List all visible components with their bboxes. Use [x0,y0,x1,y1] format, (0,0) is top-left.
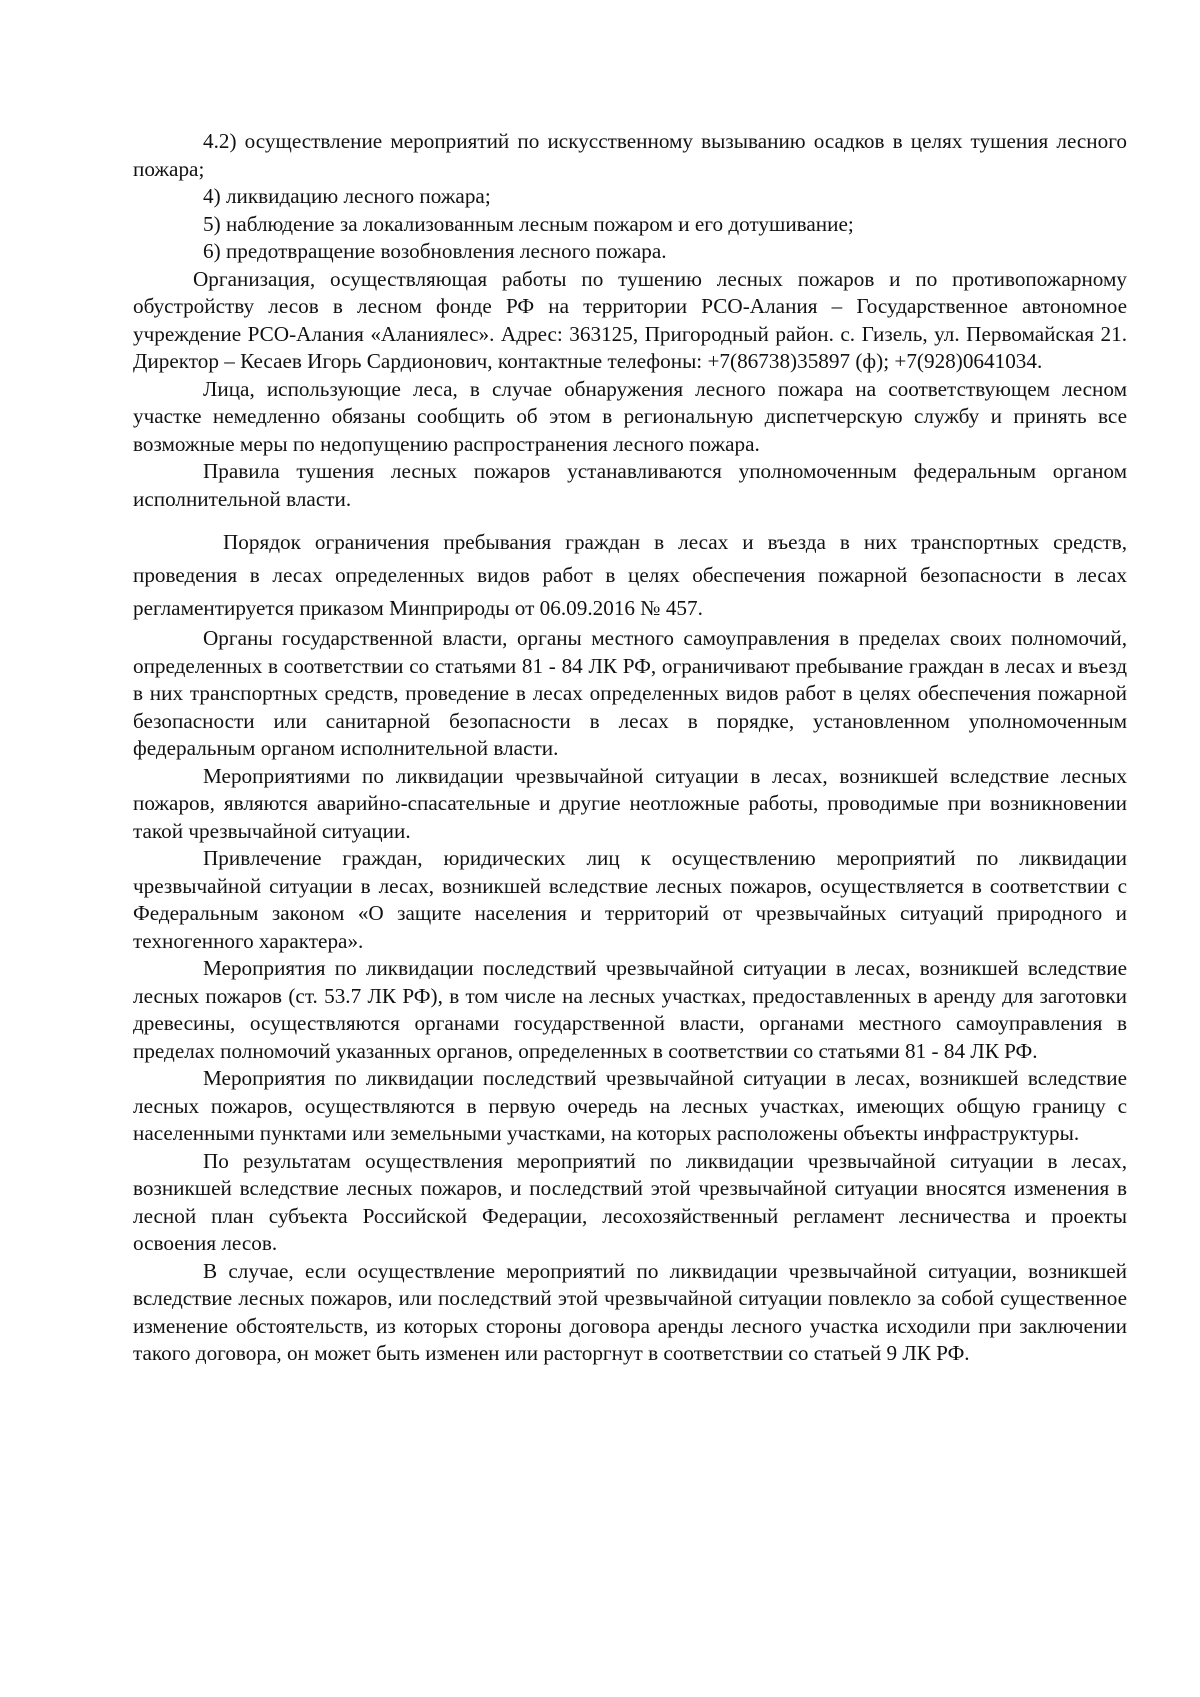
paragraph-organization-contacts: Организация, осуществляющая работы по тушению лесных пожаров и по противопожарному обустройству лесов в лесном фонде РФ на территории РСО-Алания – Государственное автономное учреждение РСО-Алания «Аланиялес». Адрес: 363125, Пригородный район. с. Гизель, ул. Первомайская 21. Директор – Кесаев Игорь Сардионович, контактные телефоны: +7(86738)35897 (ф); +7(928)0641034. [133,266,1127,373]
paragraph-priority-areas: Мероприятия по ликвидации последствий чрезвычайной ситуации в лесах, возникшей вследствие лесных пожаров, осуществляются в первую очередь на лесных участках, имеющих общую границу с населенными пунктами или земельными участками, на которых расположены объекты инфраструктуры. [133,1066,1127,1145]
paragraph-emergency-measures: Мероприятиями по ликвидации чрезвычайной ситуации в лесах, возникшей вследствие лесных пожаров, являются аварийно-спасательные и другие неотложные работы, проводимые при возникновении такой чрезвычайной ситуации. [133,763,1127,843]
paragraph-aftermath-measures: Мероприятия по ликвидации последствий чрезвычайной ситуации в лесах, возникшей вследствие лесных пожаров (ст. 53.7 ЛК РФ), в том числе на лесных участках, предоставленных в аренду для заготовки древесины, осуществляются органами государственной власти, органами местного самоуправления в пределах полномочий указанных органов, определенных в соответствии со статьями 81 - 84 ЛК РФ. [133,956,1127,1063]
paragraph-access-restriction-order: Порядок ограничения пребывания граждан в лесах и въезда в них транспортных средств, проведения в лесах определенных видов работ в целях обеспечения пожарной безопасности в лесах регламентируется приказом Минприроды от 06.09.2016 № 457. [133,530,1127,620]
paragraph-item-6: 6) предотвращение возобновления лесного пожара. [203,239,667,263]
document-page [133,128,1127,1368]
paragraph-item-4: 4) ликвидацию лесного пожара; [203,184,491,208]
paragraph-lease-contract-changes: В случае, если осуществление мероприятий по ликвидации чрезвычайной ситуации, возникшей вследствие лесных пожаров, или последствий этой чрезвычайной ситуации повлекло за собой существенное изменение обстоятельств, из которых стороны договора аренды лесного участка исходили при заключении такого договора, он может быть изменен или расторгнут в соответствии со статьей 9 ЛК РФ. [133,1258,1127,1365]
paragraph-citizen-involvement: Привлечение граждан, юридических лиц к осуществлению мероприятий по ликвидации чрезвычайной ситуации в лесах, возникшей вследствие лесных пожаров, осуществляется в соответствии с Федеральным законом «О защите населения и территорий от чрезвычайных ситуаций природного и техногенного характера». [133,846,1127,953]
paragraph-forest-plan-changes: По результатам осуществления мероприятий по ликвидации чрезвычайной ситуации в лесах, возникшей вследствие лесных пожаров, и последствий этой чрезвычайной ситуации вносятся изменения в лесной план субъекта Российской Федерации, лесохозяйственный регламент лесничества и проекты освоения лесов. [133,1148,1127,1255]
paragraph-forest-users-duty: Лица, использующие леса, в случае обнаружения лесного пожара на соответствующем лесном участке немедленно обязаны сообщить об этом в региональную диспетчерскую службу и принять все возможные меры по недопущению распространения лесного пожара. [133,376,1127,456]
paragraph-authorities-restrictions: Органы государственной власти, органы местного самоуправления в пределах своих полномочий, определенных в соответствии со статьями 81 - 84 ЛК РФ, ограничивают пребывание граждан в лесах и въезд в них транспортных средств, проведение в лесах определенных видов работ в целях обеспечения пожарной безопасности или санитарной безопасности в лесах в порядке, установленном уполномоченным федеральным органом исполнительной власти. [133,626,1127,760]
paragraph-item-4-2: 4.2) осуществление мероприятий по искусственному вызыванию осадков в целях тушения лесного пожара; [133,129,1127,181]
paragraph-item-5: 5) наблюдение за локализованным лесным пожаром и его дотушивание; [203,211,854,236]
paragraph-firefighting-rules: Правила тушения лесных пожаров устанавливаются уполномоченным федеральным органом исполнительной власти. [133,459,1127,511]
